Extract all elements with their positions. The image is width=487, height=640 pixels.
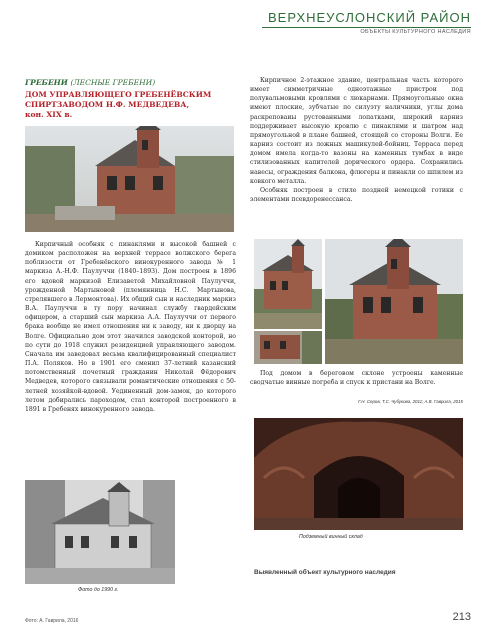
header-rule xyxy=(262,27,471,28)
entry-place-alt: (ЛЕСНЫЕ ГРЕБЕНИ) xyxy=(70,78,156,87)
right-column-text-bottom xyxy=(250,369,463,387)
page-header-subtitle: ОБЪЕКТЫ КУЛЬТУРНОГО НАСЛЕДИЯ xyxy=(360,29,471,35)
page-number: 213 xyxy=(452,611,471,623)
heritage-status: Выявленный объект культурного наследия xyxy=(254,569,396,576)
mansion-photo-side xyxy=(254,331,322,364)
paragraph: Особняк построен в стиле поздней немецкой готики с элементами псевдоренессанса. xyxy=(250,186,463,204)
right-column-text-top xyxy=(250,76,463,204)
cellar-caption: Подземный винный склад xyxy=(299,534,363,540)
left-column-text xyxy=(25,240,236,414)
paragraph: Под домом в береговом склоне устроены каменные сводчатые винные погреба и спуск к пристани на Волге. xyxy=(250,370,463,387)
footer-photo-credit: Фото: А. Гаврила, 2016 xyxy=(25,618,79,624)
entry-place xyxy=(25,78,155,87)
entry-title xyxy=(25,90,235,121)
entry-date: кон. XIX в. xyxy=(25,110,73,120)
mansion-photo-main xyxy=(25,126,234,232)
paragraph: Кирпичное 2-этажное здание, центральная часть которого имеет симметричные одноэтажные пристрои под полувальмовыми кровлями с люкарнами. Прямоугольные окна имеют плоские, зубчатые по силуэту наличники, углы дома раскреповаиы рустованными лопатками, широкий карниз поддерживает высокую кровлю с пинаклями и шатром над прямоугольной в плане башней, стоящей со стороны Волги. Ее карниз состоит из ложных машикулей-бойниц. Терраса перед домом имела когда-то вазоны на каменных тумбах в виде стилизованных капителей дорического ордера. Сохранились навесы, ограждения балкона, флюгеры и пинакли со шпилем из ковкого металла. xyxy=(250,77,463,185)
old-photo-caption: Фото до 1990 г. xyxy=(78,587,119,593)
paragraph: Кирпичный особняк с пинаклями и высокой башней с домиком расположен на верхней террасе волжского берега поблизости от Гребенёвского винокуренного завода № 1 маркиза А.-Н.Ф. Паулуччи (1840–1893). Дом построен в 1896 его вдовой маркизой Елизаветой Михайловной Паулуччи, урожденной Мартыновой (племянница Н.С. Мартынова, стрелявшего в Лермонтова). Их общий сын и наследник маркиз В.А. Паулуччи в ту пору начинал службу гвардейским офицером, а старший сын маркиза А.А. Паулуччи от первого брака вообще не имел отношения ни к заводу, ни к дворцу на Волге. Официально дом этот значился заводской конторой, но по сути до 1918 служил резиденцией управляющего заводом. Сначала им заведовал весьма квалифицированный специалист П.А. Поляков. Но в 1901 его сменил 37-летний казанский потомственный почетный гражданин Николай Фёдорович Медведев, которого связывали романтические отношения с 50-летней хозяйкой-вдовой. Уединенный дом-замок, до которого летом добирались пароходом, стал конторой построенного в 1891 в Гребенях винокуренного завода. xyxy=(25,241,236,413)
page-header-title: ВЕРХНЕУСЛОНСКИЙ РАЙОН xyxy=(268,10,471,25)
mansion-photo-small xyxy=(254,239,322,329)
photo-credit-caption: Г.Н. Серов, Т.С. Чубукова, 2011; А.В. Гаврила, 2015 xyxy=(358,399,463,404)
entry-title-text: ДОМ УПРАВЛЯЮЩЕГО ГРЕБЕНЁВСКИМ СПИРТЗАВОДОМ Н.Ф. МЕДВЕДЕВА, xyxy=(25,90,212,110)
entry-place-name: ГРЕБЕНИ xyxy=(25,78,68,87)
mansion-photo-large xyxy=(325,239,463,364)
wine-cellar-photo xyxy=(254,418,463,530)
old-bw-photo xyxy=(25,480,175,584)
